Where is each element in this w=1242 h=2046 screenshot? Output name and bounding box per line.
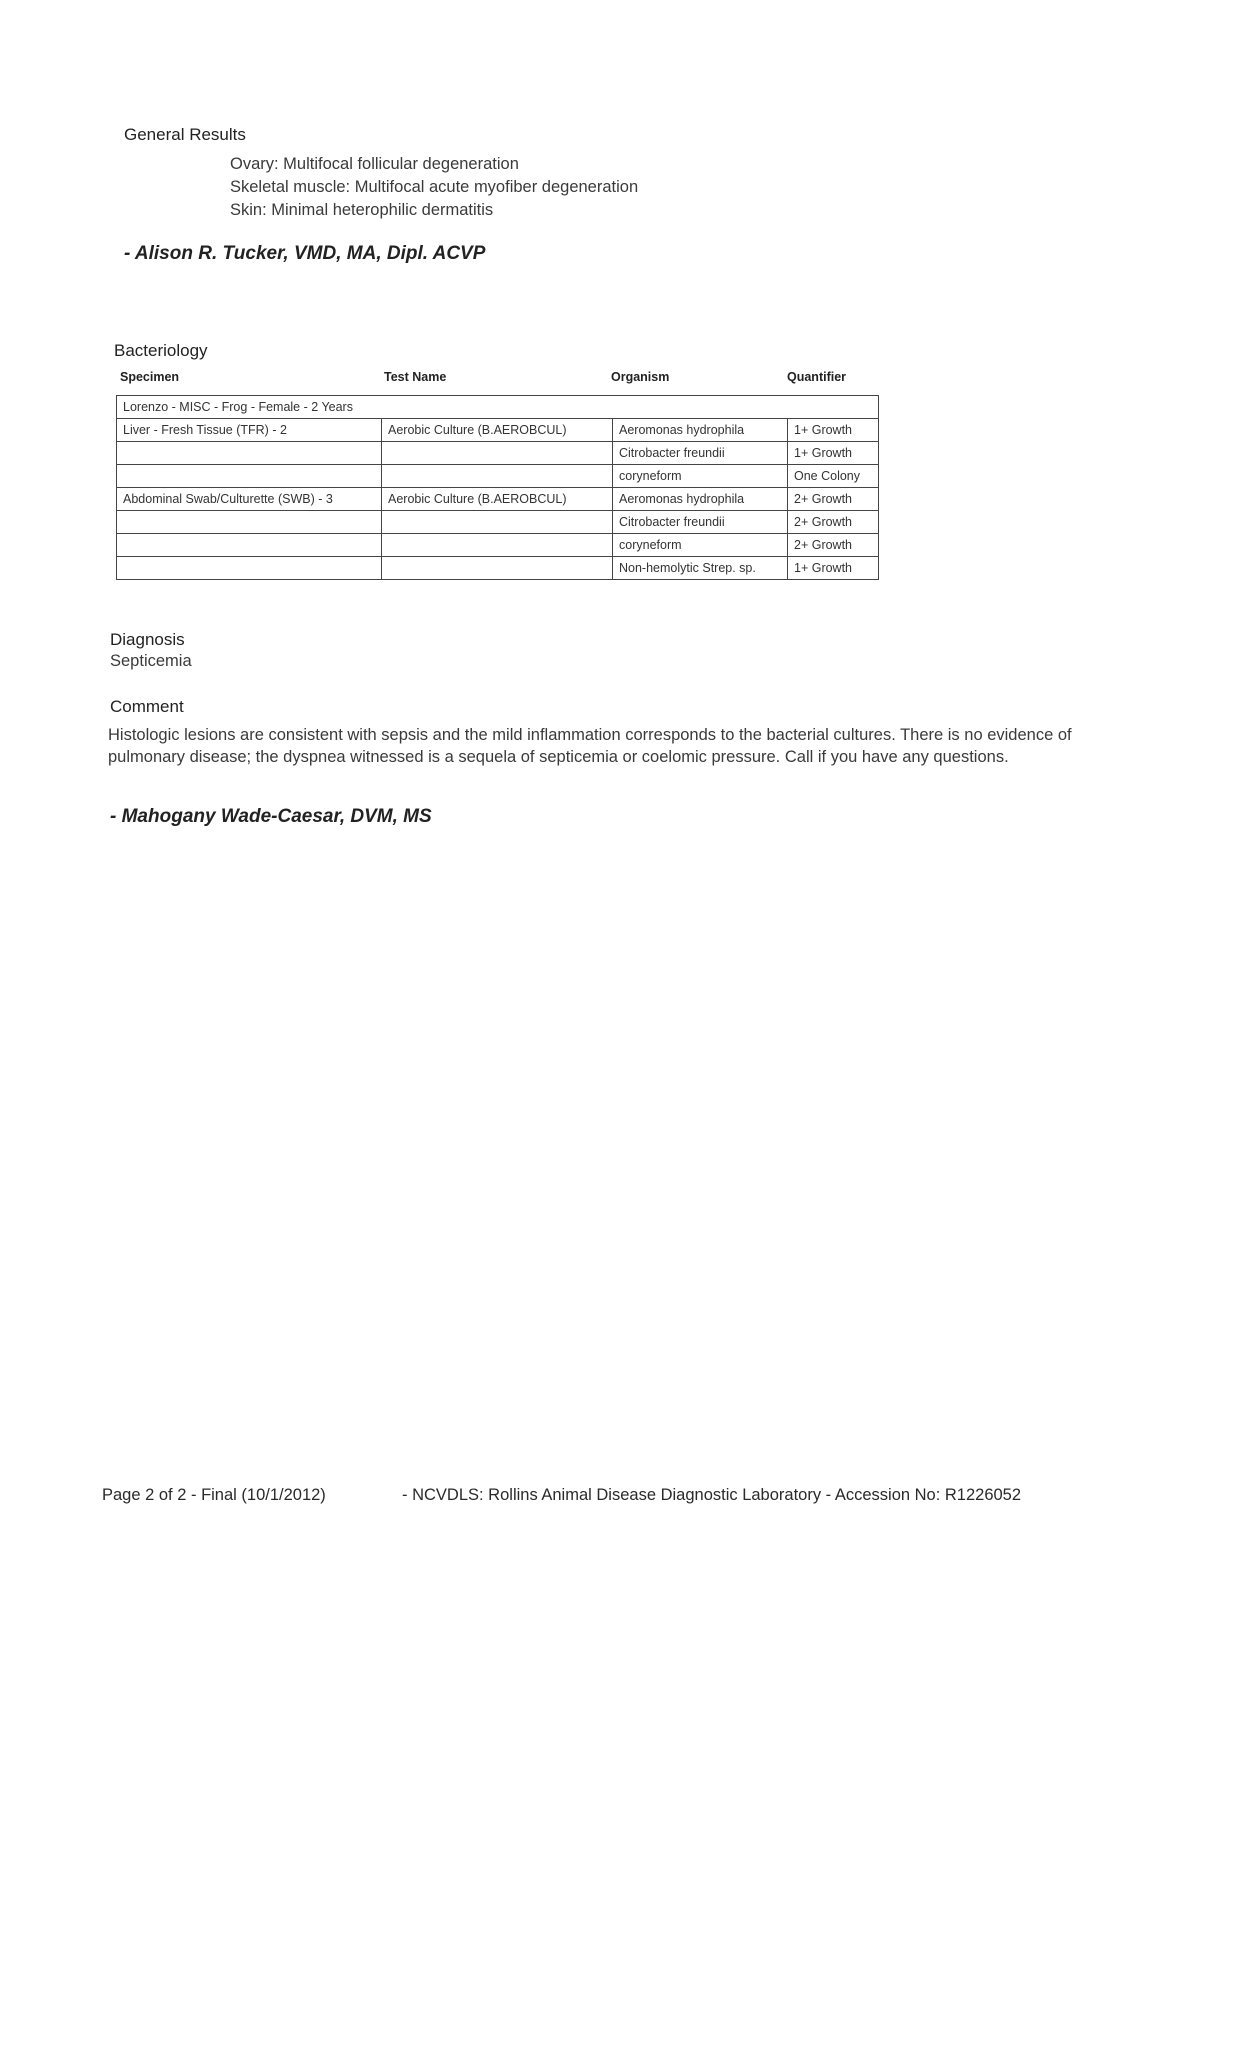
general-results-heading: General Results bbox=[124, 125, 246, 144]
column-header-organism: Organism bbox=[611, 370, 670, 384]
quantifier-cell: 2+ Growth bbox=[788, 534, 879, 557]
test-name-cell bbox=[382, 511, 613, 534]
test-name-cell bbox=[382, 534, 613, 557]
comment-text: Histologic lesions are consistent with sepsis and the mild inflammation corresponds to the bacterial cultures. There is no evidence of pulmonary disease; the dyspnea witnessed is a sequela of septicemia or coelomic pressure. Call if you have any questions. bbox=[108, 726, 1072, 766]
quantifier-cell: 2+ Growth bbox=[788, 488, 879, 511]
test-name-cell: Aerobic Culture (B.AEROBCUL) bbox=[382, 488, 613, 511]
column-header-quantifier: Quantifier bbox=[787, 370, 847, 384]
organism-cell: Citrobacter freundii bbox=[613, 511, 788, 534]
specimen-cell bbox=[117, 442, 382, 465]
table-row-patient bbox=[117, 396, 879, 419]
bacteriology-heading: Bacteriology bbox=[114, 341, 208, 360]
column-header-test-name: Test Name bbox=[384, 370, 447, 384]
specimen-cell bbox=[117, 557, 382, 580]
test-name-cell bbox=[382, 557, 613, 580]
table-row bbox=[117, 419, 879, 442]
quantifier-cell: 1+ Growth bbox=[788, 419, 879, 442]
column-header-specimen: Specimen bbox=[120, 370, 180, 384]
bacteriology-table bbox=[116, 395, 879, 580]
table-row bbox=[117, 511, 879, 534]
organism-cell: coryneform bbox=[613, 465, 788, 488]
specimen-cell bbox=[117, 465, 382, 488]
organism-cell: coryneform bbox=[613, 534, 788, 557]
specimen-cell bbox=[117, 511, 382, 534]
organism-cell: Citrobacter freundii bbox=[613, 442, 788, 465]
organism-cell: Aeromonas hydrophila bbox=[613, 488, 788, 511]
diagnosis-value: Septicemia bbox=[110, 652, 192, 670]
patient-info: Lorenzo - MISC - Frog - Female - 2 Years bbox=[117, 396, 879, 419]
result-item-skin: Skin: Minimal heterophilic dermatitis bbox=[230, 201, 494, 219]
bacteriology-column-headers bbox=[120, 368, 880, 390]
general-results-list bbox=[230, 153, 638, 222]
specimen-cell bbox=[117, 534, 382, 557]
comment-heading: Comment bbox=[110, 697, 184, 716]
specimen-cell: Liver - Fresh Tissue (TFR) - 2 bbox=[117, 419, 382, 442]
quantifier-cell: 2+ Growth bbox=[788, 511, 879, 534]
table-row bbox=[117, 442, 879, 465]
footer-lab-info: - NCVDLS: Rollins Animal Disease Diagnostic Laboratory - Accession No: R1226052 bbox=[402, 1486, 1022, 1504]
table-row bbox=[117, 488, 879, 511]
quantifier-cell: 1+ Growth bbox=[788, 557, 879, 580]
quantifier-cell: 1+ Growth bbox=[788, 442, 879, 465]
result-item-ovary: Ovary: Multifocal follicular degeneration bbox=[230, 155, 519, 173]
specimen-cell: Abdominal Swab/Culturette (SWB) - 3 bbox=[117, 488, 382, 511]
test-name-cell bbox=[382, 465, 613, 488]
test-name-cell bbox=[382, 442, 613, 465]
second-signature: - Mahogany Wade-Caesar, DVM, MS bbox=[110, 806, 432, 827]
pathologist-signature: - Alison R. Tucker, VMD, MA, Dipl. ACVP bbox=[124, 243, 486, 264]
table-row bbox=[117, 534, 879, 557]
table-row bbox=[117, 557, 879, 580]
organism-cell: Aeromonas hydrophila bbox=[613, 419, 788, 442]
organism-cell: Non-hemolytic Strep. sp. bbox=[613, 557, 788, 580]
footer-page-info: Page 2 of 2 - Final (10/1/2012) bbox=[102, 1486, 326, 1504]
diagnosis-heading: Diagnosis bbox=[110, 630, 185, 649]
quantifier-cell: One Colony bbox=[788, 465, 879, 488]
test-name-cell: Aerobic Culture (B.AEROBCUL) bbox=[382, 419, 613, 442]
result-item-skeletal-muscle: Skeletal muscle: Multifocal acute myofiber degeneration bbox=[230, 178, 639, 196]
table-row bbox=[117, 465, 879, 488]
